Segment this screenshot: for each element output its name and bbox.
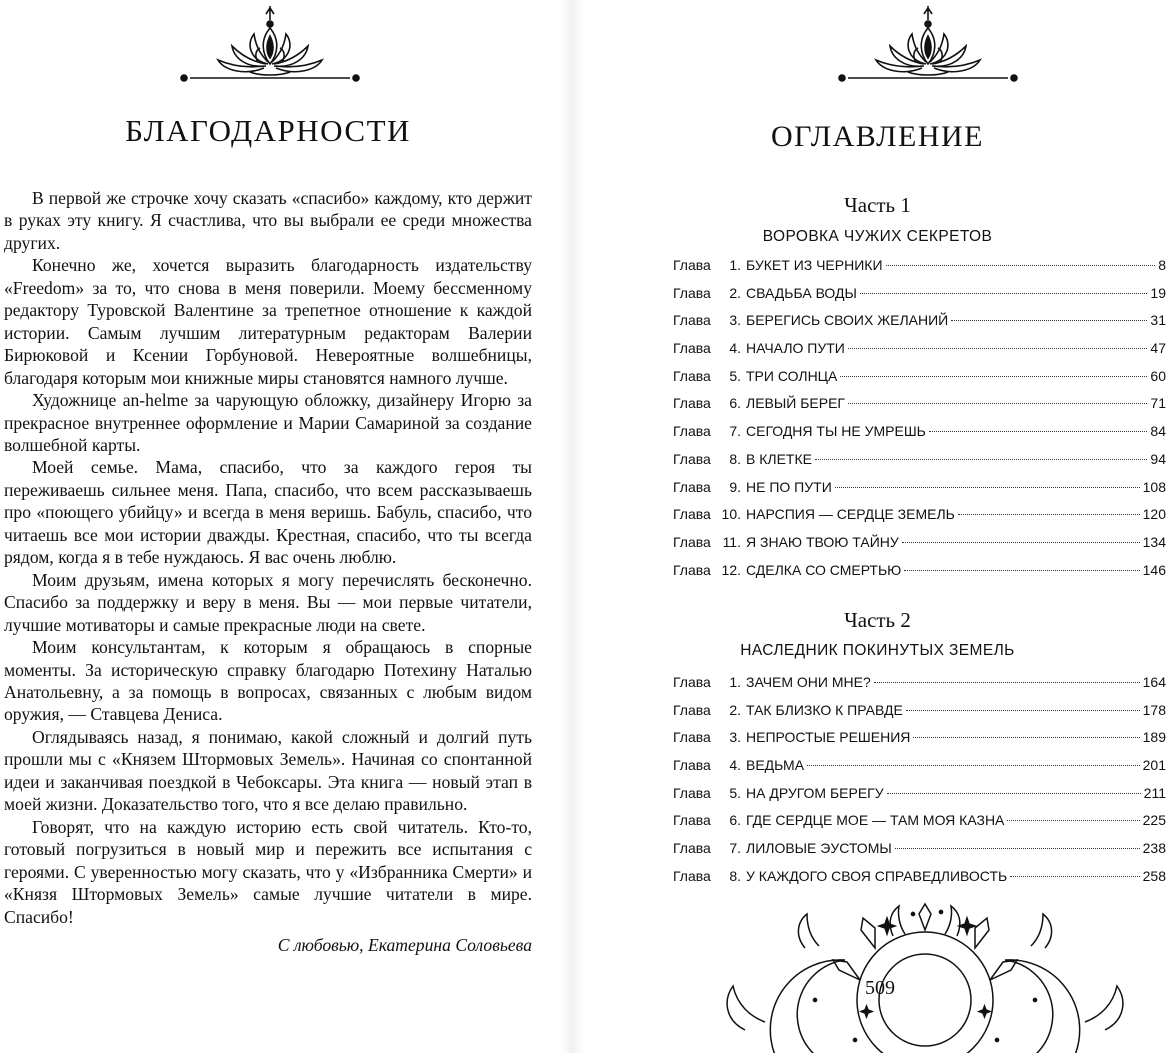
chapter-label: Глава <box>673 533 711 550</box>
chapter-label: Глава <box>673 257 711 273</box>
dot-leader <box>815 459 1147 460</box>
toc-row[interactable] <box>673 340 1166 368</box>
chapter-number: 6. <box>729 395 741 412</box>
chapter-number: 4. <box>729 757 741 774</box>
chapter-page: 201 <box>1142 757 1166 774</box>
chapter-page: 189 <box>1142 729 1166 746</box>
toc-row[interactable] <box>673 312 1166 340</box>
toc-row[interactable] <box>673 395 1166 423</box>
chapter-number: 7. <box>729 840 741 857</box>
chapter-number: 1. <box>729 257 741 273</box>
chapter-title: ГДЕ СЕРДЦЕ МОЕ — ТАМ МОЯ КАЗНА <box>746 812 1005 829</box>
chapter-title: У КАЖДОГО СВОЯ СПРАВЕДЛИВОСТЬ <box>746 867 1008 884</box>
chapter-number: 6. <box>729 812 741 829</box>
toc-row[interactable] <box>673 757 1166 785</box>
signature: С любовью, Екатерина Соловьева <box>277 934 532 955</box>
dot-leader <box>951 320 1147 321</box>
toc-row[interactable] <box>673 479 1166 507</box>
part-subtitle: ВОРОВКА ЧУЖИХ СЕКРЕТОВ <box>762 228 993 245</box>
toc-row[interactable] <box>673 285 1166 313</box>
toc-row[interactable] <box>673 451 1166 479</box>
toc-row[interactable] <box>673 729 1166 757</box>
chapter-page: 31 <box>1150 312 1166 329</box>
toc-part-2 <box>673 674 1166 896</box>
page-number: 509 <box>865 977 895 999</box>
chapter-label: Глава <box>673 340 711 357</box>
dot-leader <box>887 793 1141 794</box>
toc-row[interactable] <box>673 840 1166 868</box>
paragraph: Оглядываясь назад, я понимаю, какой сложный и долгий путь прошли мы с «Князем Штормовых Земель». Начиная со спонтанной идеи и заканчивая поездкой в Чебоксары. Эта книга — новый этап в моей жизни. Доказательство того, что я все делаю правильно. <box>4 726 532 815</box>
toc-row[interactable] <box>673 423 1166 451</box>
chapter-number: 10. <box>721 506 741 523</box>
chapter-title: ВЕДЬМА <box>746 757 805 774</box>
chapter-label: Глава <box>673 395 711 412</box>
sun-moon-ornament-icon <box>715 900 1135 1053</box>
dot-leader <box>902 542 1140 543</box>
toc-row[interactable] <box>673 257 1166 285</box>
chapter-page: 120 <box>1142 506 1166 523</box>
chapter-page: 47 <box>1150 340 1166 357</box>
chapter-label: Глава <box>673 812 711 829</box>
chapter-title: ЛИЛОВЫЕ ЭУСТОМЫ <box>746 840 892 857</box>
dot-leader <box>906 710 1140 711</box>
chapter-page: 164 <box>1142 674 1166 690</box>
toc-row[interactable] <box>673 534 1166 562</box>
chapter-label: Глава <box>673 757 711 774</box>
paragraph: Конечно же, хочется выразить благодарность издательству «Freedom» за то, что снова в меня поверили. Моему бессменному редактору Туровской Валентине за трепетное отношение к каждой истории. Самым лучшим литературным редакторам Валерии Бирюковой и Ксении Горбуновой. Невероятные волшебницы, благодаря которым мои книжные миры становятся намного лучше. <box>4 255 532 388</box>
dot-leader <box>860 293 1148 294</box>
dot-leader <box>904 570 1139 571</box>
chapter-label: Глава <box>673 312 711 329</box>
chapter-page: 60 <box>1150 367 1166 384</box>
chapter-page: 134 <box>1142 533 1166 550</box>
dot-leader <box>1010 876 1139 877</box>
toc-row[interactable] <box>673 562 1166 590</box>
chapter-page: 108 <box>1142 478 1166 495</box>
paragraph: Художнице an-helme за чарующую обложку, дизайнеру Игорю за прекрасное внутреннее оформление и Марии Самариной за создание волшебной карты. <box>4 390 532 455</box>
chapter-label: Глава <box>673 729 711 746</box>
chapter-number: 5. <box>729 784 741 801</box>
chapter-label: Глава <box>673 423 711 440</box>
chapter-label: Глава <box>673 784 711 801</box>
chapter-title: ЛЕВЫЙ БЕРЕГ <box>746 395 845 412</box>
chapter-page: 258 <box>1142 867 1166 884</box>
paragraph: Моей семье. Мама, спасибо, что за каждого героя ты переживаешь сильнее меня. Папа, спасибо, что всем рассказываешь про «поющего убийцу» и всегда в меня веришь. Бабуль, спасибо, что читаешь все мои истории дважды. Крестная, спасибо, что ты всегда рядом, когда я в тебе нуждаюсь. Я вас очень люблю. <box>4 457 532 568</box>
chapter-page: 94 <box>1150 450 1166 467</box>
dot-leader <box>835 487 1140 488</box>
chapter-number: 2. <box>729 701 741 718</box>
chapter-number: 7. <box>729 423 741 440</box>
chapter-title: НЕ ПО ПУТИ <box>746 478 832 495</box>
chapter-label: Глава <box>673 450 711 467</box>
chapter-title: Я ЗНАЮ ТВОЮ ТАЙНУ <box>746 533 899 550</box>
toc-row[interactable] <box>673 506 1166 534</box>
chapter-label: Глава <box>673 367 711 384</box>
chapter-page: 238 <box>1142 840 1166 857</box>
toc-part-1 <box>673 257 1166 589</box>
chapter-label: Глава <box>673 561 711 578</box>
page-title: ОГЛАВЛЕНИЕ <box>771 120 984 153</box>
lotus-ornament-icon <box>838 4 1018 88</box>
dot-leader <box>840 376 1147 377</box>
chapter-label: Глава <box>673 506 711 523</box>
chapter-number: 11. <box>722 533 741 550</box>
chapter-title: БЕРЕГИСЬ СВОИХ ЖЕЛАНИЙ <box>746 312 949 329</box>
chapter-title: ЗАЧЕМ ОНИ МНЕ? <box>746 674 871 690</box>
dot-leader <box>807 765 1140 766</box>
dot-leader <box>929 431 1148 432</box>
chapter-page: 225 <box>1142 812 1166 829</box>
chapter-title: ТРИ СОЛНЦА <box>746 367 838 384</box>
chapter-label: Глава <box>673 674 711 690</box>
chapter-page: 8 <box>1158 257 1166 273</box>
chapter-label: Глава <box>673 284 711 301</box>
lotus-ornament-icon <box>180 4 360 88</box>
chapter-title: НЕПРОСТЫЕ РЕШЕНИЯ <box>746 729 911 746</box>
dot-leader <box>895 848 1140 849</box>
dot-leader <box>874 682 1140 683</box>
toc-row[interactable] <box>673 868 1166 896</box>
chapter-page: 211 <box>1143 784 1166 801</box>
chapter-page: 178 <box>1142 701 1166 718</box>
left-page <box>0 0 560 1053</box>
part-subtitle: НАСЛЕДНИК ПОКИНУТЫХ ЗЕМЕЛЬ <box>740 642 1015 659</box>
part-heading: Часть 1 <box>844 193 911 217</box>
toc-row[interactable] <box>673 702 1166 730</box>
chapter-number: 4. <box>729 340 741 357</box>
paragraph: Моим друзьям, имена которых я могу перечислять бесконечно. Спасибо за поддержку и веру в меня. Вы — мои первые читатели, лучшие мотиваторы и самые прекрасные люди на свете. <box>4 569 532 635</box>
chapter-page: 19 <box>1150 284 1166 301</box>
chapter-label: Глава <box>673 840 711 857</box>
paragraph: В первой же строчке хочу сказать «спасибо» каждому, кто держит в руках эту книгу. Я счастлива, что вы выбрали ее среди множества других. <box>4 188 532 253</box>
chapter-title: НАРСПИЯ — СЕРДЦЕ ЗЕМЕЛЬ <box>746 506 955 523</box>
chapter-number: 1. <box>729 674 741 690</box>
chapter-page: 84 <box>1150 423 1166 440</box>
right-page <box>585 0 1170 1053</box>
toc-row[interactable] <box>673 674 1166 702</box>
chapter-label: Глава <box>673 867 711 884</box>
chapter-page: 146 <box>1142 561 1166 578</box>
dot-leader <box>886 265 1156 266</box>
acknowledgements-text <box>4 187 532 956</box>
chapter-number: 9. <box>729 478 741 495</box>
dot-leader <box>1007 820 1139 821</box>
dot-leader <box>913 737 1139 738</box>
chapter-number: 3. <box>729 729 741 746</box>
chapter-title: В КЛЕТКЕ <box>746 450 812 467</box>
chapter-label: Глава <box>673 478 711 495</box>
chapter-number: 8. <box>729 867 741 884</box>
toc-row[interactable] <box>673 785 1166 813</box>
chapter-number: 5. <box>729 367 741 384</box>
chapter-number: 12. <box>721 561 741 578</box>
dot-leader <box>848 348 1148 349</box>
dot-leader <box>958 514 1140 515</box>
page-title: БЛАГОДАРНОСТИ <box>125 113 411 148</box>
chapter-title: НАЧАЛО ПУТИ <box>746 340 845 357</box>
chapter-title: НА ДРУГОМ БЕРЕГУ <box>746 784 884 801</box>
chapter-title: БУКЕТ ИЗ ЧЕРНИКИ <box>746 257 883 273</box>
chapter-number: 3. <box>729 312 741 329</box>
chapter-label: Глава <box>673 701 711 718</box>
chapter-title: ТАК БЛИЗКО К ПРАВДЕ <box>746 701 903 718</box>
toc-row[interactable] <box>673 812 1166 840</box>
toc-row[interactable] <box>673 368 1166 396</box>
chapter-title: СЕГОДНЯ ТЫ НЕ УМРЕШЬ <box>746 423 926 440</box>
book-gutter <box>560 0 585 1053</box>
dot-leader <box>848 403 1147 404</box>
chapter-page: 71 <box>1150 395 1166 412</box>
paragraph: Говорят, что на каждую историю есть свой читатель. Кто-то, готовый погрузиться в новый мир и пережить все испытания с героями. С уверенностью могу сказать, что у «Избранника Смерти» и «Князя Штормовых Земель» самые лучшие читатели в мире. Спасибо! <box>4 816 532 927</box>
paragraph: Моим консультантам, к которым я обращаюсь в спорные моменты. За историческую справку благодарю Потехину Наталью Анатольевну, а за помощь в вопросах, связанных с любым видом оружия, — Ставцева Дениса. <box>4 637 532 725</box>
chapter-number: 2. <box>729 284 741 301</box>
chapter-number: 8. <box>729 450 741 467</box>
chapter-title: СВАДЬБА ВОДЫ <box>746 284 857 301</box>
chapter-title: СДЕЛКА СО СМЕРТЬЮ <box>746 561 902 578</box>
part-heading: Часть 2 <box>844 608 911 632</box>
